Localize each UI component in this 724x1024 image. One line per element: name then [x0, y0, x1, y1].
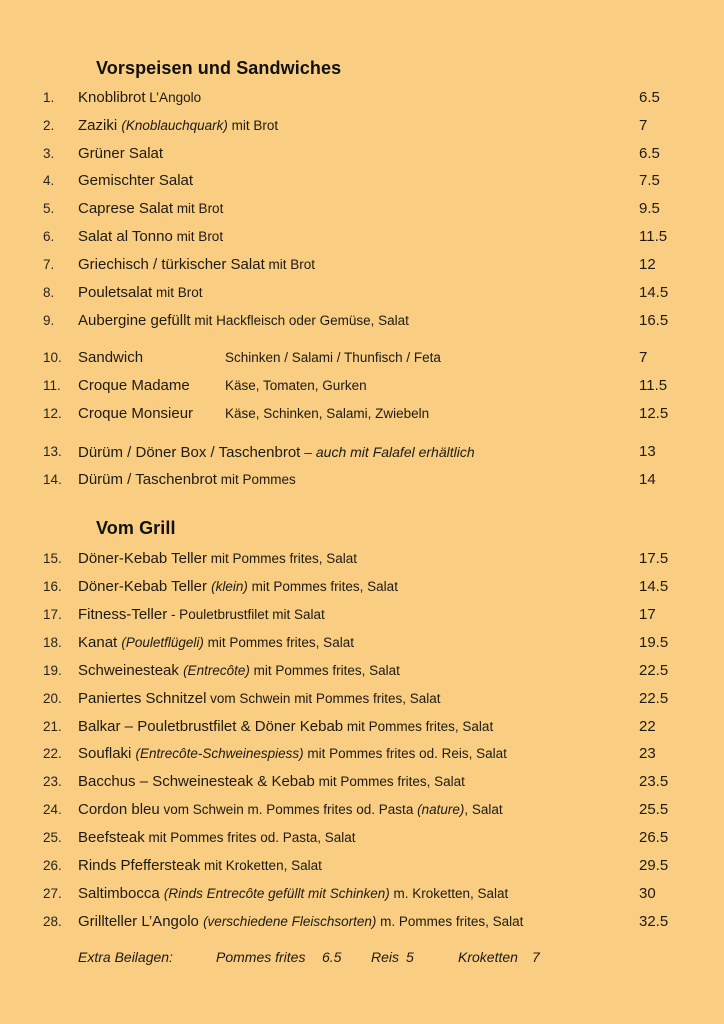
menu-item-row: [0, 87, 724, 109]
extra-sides-row: [0, 946, 724, 968]
item-ingredients: Käse, Tomaten, Gurken: [225, 378, 367, 393]
menu-item-row: [0, 883, 724, 905]
item-italic-note: (Knoblauchquark): [121, 118, 228, 133]
extra-side-name: Reis: [371, 949, 400, 965]
item-description: L’Angolo: [145, 90, 202, 105]
item-price: 17.5: [639, 550, 669, 567]
menu-item-row: [0, 911, 724, 933]
item-price: 6.5: [639, 145, 660, 162]
item-description: mit Brot: [173, 201, 224, 216]
item-description: mit Hackfleisch oder Gemüse, Salat: [190, 313, 409, 328]
item-price: 30: [639, 885, 656, 902]
item-number: 17.: [43, 607, 62, 622]
item-name: Knoblibrot: [78, 89, 146, 106]
item-number: 9.: [43, 313, 55, 328]
item-description: mit Pommes frites, Salat: [249, 663, 400, 678]
item-text: [78, 716, 493, 738]
item-italic-note: (Pouletflügeli): [121, 635, 204, 650]
item-name: Schweinesteak: [78, 662, 184, 679]
item-price: 11.5: [639, 228, 668, 245]
item-number: 25.: [43, 830, 62, 845]
item-description: mit Brot: [152, 285, 203, 300]
item-description: , Salat: [464, 802, 503, 817]
menu-item-row: [0, 576, 724, 598]
item-number: 27.: [43, 886, 62, 901]
item-text: [78, 87, 201, 109]
item-price: 14: [639, 471, 656, 488]
item-number: 16.: [43, 579, 62, 594]
item-number: 2.: [43, 118, 55, 133]
item-text: [78, 282, 202, 304]
item-number: 8.: [43, 285, 55, 300]
item-number: 15.: [43, 551, 62, 566]
item-text: [78, 441, 475, 464]
item-description: m. Kroketten, Salat: [389, 886, 509, 901]
item-number: 10.: [43, 350, 62, 365]
item-text: [78, 198, 223, 220]
item-text: [78, 469, 296, 491]
item-name: Kanat: [78, 634, 122, 651]
item-text: [78, 254, 315, 276]
item-name: Caprese Salat: [78, 200, 174, 217]
item-number: 4.: [43, 173, 55, 188]
item-text: [78, 743, 507, 765]
item-description: mit Pommes frites, Salat: [206, 551, 358, 566]
menu-item-row: [0, 347, 724, 369]
menu-item-row: [0, 548, 724, 570]
item-price: 14.5: [639, 578, 669, 595]
item-text: [78, 403, 193, 425]
item-name: Beefsteak: [78, 829, 145, 846]
item-name: Dürüm / Döner Box / Taschenbrot: [78, 444, 301, 461]
menu-item-row: [0, 143, 724, 165]
menu-item-row: [0, 827, 724, 849]
menu-item-row: [0, 855, 724, 877]
extra-side-price: 5: [406, 949, 414, 965]
item-italic-note: (verschiedene Fleischsorten): [203, 914, 377, 929]
item-price: 7: [639, 349, 648, 366]
item-text: [78, 604, 325, 626]
item-number: 3.: [43, 146, 55, 161]
extra-side-price: 7: [532, 949, 540, 965]
item-italic-note: – auch mit Falafel erhältlich: [300, 444, 475, 460]
item-number: 22.: [43, 746, 62, 761]
item-number: 13.: [43, 444, 62, 459]
item-price: 32.5: [639, 913, 669, 930]
section-title: Vorspeisen und Sandwiches: [96, 58, 342, 78]
menu-item-row: [0, 115, 724, 137]
item-number: 21.: [43, 719, 62, 734]
item-number: 1.: [43, 90, 55, 105]
item-number: 11.: [43, 378, 61, 393]
item-description: mit Pommes frites, Salat: [203, 635, 354, 650]
item-price: 6.5: [639, 89, 660, 106]
item-price: 12.5: [639, 405, 669, 422]
menu-item-row: [0, 716, 724, 738]
item-text: [78, 310, 409, 332]
item-name: Grillteller L’Angolo: [78, 913, 204, 930]
item-text: [78, 688, 440, 710]
item-name: Cordon bleu: [78, 801, 160, 818]
item-description: vom Schwein mit Pommes frites, Salat: [206, 691, 441, 706]
item-name: Saltimbocca: [78, 885, 164, 902]
item-name: Aubergine gefüllt: [78, 312, 191, 329]
section-title: Vom Grill: [96, 518, 176, 538]
item-price: 9.5: [639, 200, 660, 217]
menu-item-row: [0, 632, 724, 654]
menu-item-row: [0, 799, 724, 821]
item-number: 23.: [43, 774, 62, 789]
item-name: Döner-Kebab Teller: [78, 578, 212, 595]
extra-side-name: Kroketten: [458, 949, 518, 965]
item-number: 5.: [43, 201, 55, 216]
item-description: mit Pommes frites od. Pasta, Salat: [144, 830, 356, 845]
item-name: Fitness-Teller: [78, 606, 168, 623]
item-description: mit Pommes frites, Salat: [314, 774, 465, 789]
item-number: 6.: [43, 229, 55, 244]
item-italic-note: (Entrecôte): [183, 663, 250, 678]
item-name: Pouletsalat: [78, 284, 153, 301]
item-price: 29.5: [639, 857, 669, 874]
item-name: Croque Monsieur: [78, 405, 194, 422]
menu-item-row: [0, 441, 724, 463]
item-description: mit Pommes frites od. Reis, Salat: [303, 746, 507, 761]
item-text: [78, 911, 523, 933]
menu-item-row: [0, 660, 724, 682]
menu-item-row: [0, 743, 724, 765]
item-name: Paniertes Schnitzel: [78, 690, 207, 707]
menu-item-row: [0, 604, 724, 626]
item-name: Souflaki: [78, 745, 136, 762]
item-price: 12: [639, 256, 656, 273]
item-price: 14.5: [639, 284, 669, 301]
item-price: 7: [639, 117, 648, 134]
item-text: [78, 827, 356, 849]
item-description: mit Pommes frites, Salat: [343, 719, 494, 734]
item-price: 17: [639, 606, 656, 623]
menu-item-row: [0, 403, 724, 425]
item-text: [78, 632, 354, 654]
menu-item-row: [0, 469, 724, 491]
item-name: Dürüm / Taschenbrot: [78, 471, 217, 488]
item-price: 22.5: [639, 690, 669, 707]
menu-item-row: [0, 226, 724, 248]
item-name: Grüner Salat: [78, 145, 164, 162]
item-price: 22: [639, 718, 656, 735]
menu-item-row: [0, 282, 724, 304]
item-name: Sandwich: [78, 349, 144, 366]
item-text: [78, 771, 465, 793]
item-price: 11.5: [639, 377, 668, 394]
menu-item-row: [0, 170, 724, 192]
item-number: 20.: [43, 691, 62, 706]
item-ingredients: Schinken / Salami / Thunfisch / Feta: [225, 350, 441, 365]
item-number: 26.: [43, 858, 62, 873]
extra-side-price: 6.5: [322, 949, 342, 965]
item-price: 25.5: [639, 801, 669, 818]
menu-item-row: [0, 310, 724, 332]
item-number: 7.: [43, 257, 55, 272]
item-name: Bacchus – Schweinesteak & Kebab: [78, 773, 315, 790]
item-name: Balkar – Pouletbrustfilet & Döner Kebab: [78, 718, 344, 735]
item-price: 19.5: [639, 634, 669, 651]
item-text: [78, 855, 322, 877]
item-description: mit Pommes: [216, 472, 296, 487]
item-italic-note: (Entrecôte-Schweinespiess): [135, 746, 304, 761]
item-name: Zaziki: [78, 117, 122, 134]
item-ingredients: Käse, Schinken, Salami, Zwiebeln: [225, 406, 430, 421]
item-description: m. Pommes frites, Salat: [376, 914, 524, 929]
menu-item-row: [0, 771, 724, 793]
item-text: [78, 143, 163, 165]
item-number: 28.: [43, 914, 62, 929]
item-text: [78, 576, 398, 598]
item-text: [78, 548, 357, 570]
item-number: 19.: [43, 663, 62, 678]
menu-item-row: [0, 688, 724, 710]
item-description: mit Brot: [227, 118, 279, 133]
item-price: 16.5: [639, 312, 669, 329]
item-text: [78, 799, 503, 821]
item-description: mit Brot: [172, 229, 224, 244]
extra-side-name: Pommes frites: [216, 949, 306, 965]
item-description: vom Schwein m. Pommes frites od. Pasta: [159, 802, 418, 817]
item-description: - Pouletbrustfilet mit Salat: [167, 607, 325, 622]
item-text: [78, 375, 190, 397]
item-italic-note: (Rinds Entrecôte gefüllt mit Schinken): [163, 886, 390, 901]
item-text: [78, 883, 508, 905]
menu-item-row: [0, 375, 724, 397]
item-description: mit Pommes frites, Salat: [247, 579, 398, 594]
item-text: [78, 115, 278, 137]
extra-sides-label: Extra Beilagen:: [78, 949, 173, 965]
item-price: 23.5: [639, 773, 669, 790]
item-text: [78, 170, 193, 192]
item-price: 26.5: [639, 829, 669, 846]
item-text: [78, 660, 400, 682]
item-price: 22.5: [639, 662, 669, 679]
item-number: 24.: [43, 802, 62, 817]
item-number: 14.: [43, 472, 62, 487]
item-text: [78, 226, 223, 248]
item-text: [78, 347, 143, 369]
item-number: 18.: [43, 635, 62, 650]
menu-item-row: [0, 254, 724, 276]
item-price: 13: [639, 443, 656, 460]
item-name: Griechisch / türkischer Salat: [78, 256, 265, 273]
item-name: Döner-Kebab Teller: [78, 550, 207, 567]
item-italic-note: (klein): [211, 579, 248, 594]
item-name: Croque Madame: [78, 377, 190, 394]
menu-item-row: [0, 198, 724, 220]
item-price: 23: [639, 745, 656, 762]
item-name: Gemischter Salat: [78, 172, 194, 189]
item-description: mit Kroketten, Salat: [200, 858, 322, 873]
item-name: Rinds Pfeffersteak: [78, 857, 201, 874]
item-description: mit Brot: [264, 257, 315, 272]
item-price: 7.5: [639, 172, 660, 189]
item-number: 12.: [43, 406, 62, 421]
item-name: Salat al Tonno: [78, 228, 173, 245]
item-italic-note: (nature): [417, 802, 465, 817]
